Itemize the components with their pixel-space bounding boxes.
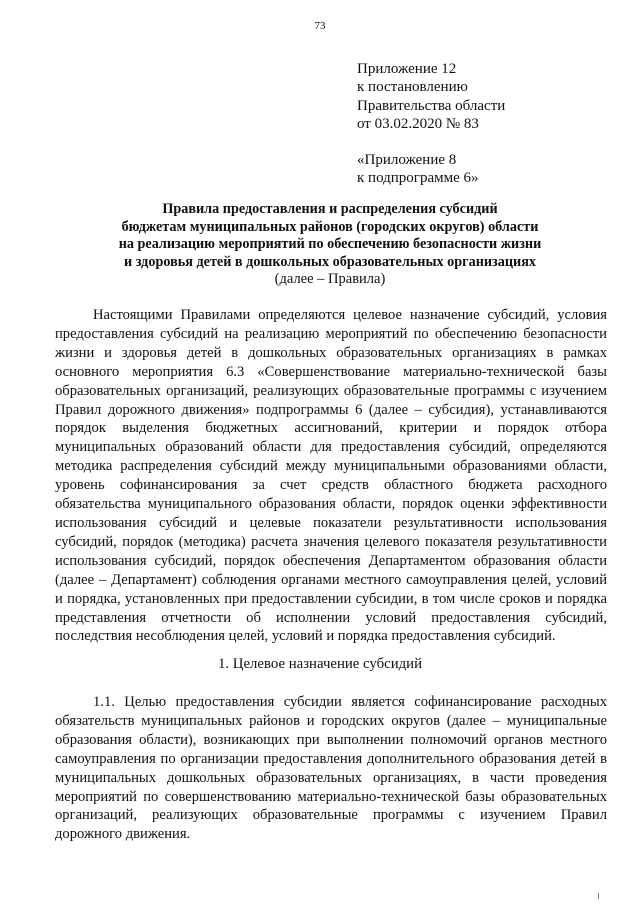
- section-paragraph: 1.1. Целью предоставления субсидии является софинансирование расходных обязательств муниципальных районов и городских округов (далее – муниципальные образования области), возникающих при выполнении полномочий органов местного самоуправления по организации предоставления дополнительного образования детей в муниципальных дошкольных образовательных организациях, в части проведения мероприятий по совершенствованию материально-технической базы образовательных организаций, реализующих образовательные программы с изучением Правил дорожного движения.: [55, 694, 607, 843]
- title-line: Правила предоставления и распределения субсидий: [162, 201, 498, 217]
- document-title: [60, 201, 600, 271]
- appendix-block: [357, 60, 505, 188]
- appendix-spacer: [357, 133, 505, 151]
- appendix-line: «Приложение 8: [357, 152, 457, 169]
- section-heading: 1. Целевое назначение субсидий: [217, 656, 423, 672]
- appendix-line: к подпрограмме 6»: [357, 170, 479, 187]
- intro-paragraph: Настоящими Правилами определяются целевое назначение субсидий, условия предоставления субсидий на реализацию мероприятий по обеспечению безопасности жизни и здоровья детей в дошкольных образовательных организациях в рамках основного мероприятия 6.3 «Совершенствование материально-технической базы образовательных организаций, реализующих образовательные программы с изучением Правил дорожного движения» подпрограммы 6 (далее – субсидия), устанавливаются порядок выделения бюджетных ассигнований, критерии и порядок отбора муниципальных образований области для предоставления субсидий, определяются методика распределения субсидий между муниципальными образованиями области, уровень софинансирования за счет средств областного бюджета расходного обязательства муниципального образования области, порядок оценки эффективности использования субсидий и целевые показатели результативности использования субсидий, порядок (методика) расчета значения целевого показателя результативности использования субсидий, порядок обеспечения Департаментом образования области (далее – Департамент) соблюдения органами местного самоуправления целей, условий и порядка, установленных при предоставлении субсидии, в том числе сроков и порядка представления отчетности об исполнении условий предоставления субсидий, последствия несоблюдения целей, условий и порядка предоставления субсидий.: [55, 307, 607, 645]
- appendix-line: к постановлению: [357, 79, 468, 96]
- appendix-line: от 03.02.2020 № 83: [357, 115, 479, 132]
- page-corner-mark: [598, 893, 599, 899]
- page-number: 73: [314, 20, 326, 32]
- title-line: на реализацию мероприятий по обеспечению безопасности жизни: [118, 236, 542, 252]
- appendix-line: Приложение 12: [357, 61, 457, 77]
- title-abbreviation-note: (далее – Правила): [274, 271, 386, 287]
- title-line: и здоровья детей в дошкольных образовательных организациях: [124, 253, 536, 270]
- appendix-line: Правительства области: [357, 97, 506, 114]
- title-line: бюджетам муниципальных районов (городских округов) области: [121, 218, 539, 235]
